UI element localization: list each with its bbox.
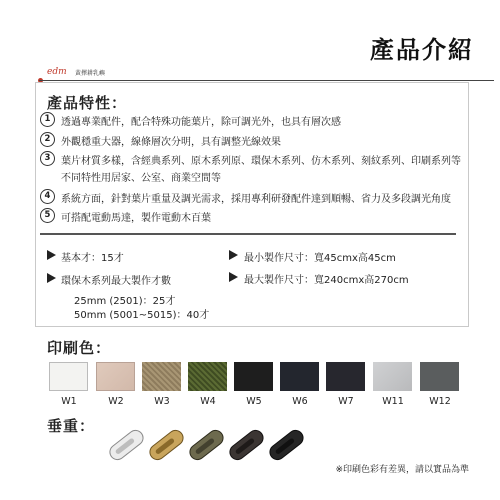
feature-text: 葉片材質多樣，含經典系列、原木系列原、環保木系列、仿木系列、刻紋系列、印刷系列等 (61, 156, 461, 167)
swatch-label-w6: W6 (292, 396, 308, 407)
spec-min-size: 最小製作尺寸：寬45cmx高45cm (244, 253, 396, 264)
color-swatch-w11 (373, 362, 412, 391)
weight-dark-brown (227, 427, 266, 462)
weight-black (267, 427, 306, 462)
bullet-triangle-icon (229, 272, 238, 282)
specs-divider (40, 233, 456, 235)
feature-number: 5 (40, 208, 55, 223)
feature-number: 4 (40, 189, 55, 204)
color-swatch-w12 (420, 362, 459, 391)
color-swatch-w6 (280, 362, 319, 391)
feature-text: 外觀穩重大器，線條層次分明，具有調整光線效果 (61, 137, 281, 148)
feature-number: 3 (40, 151, 55, 166)
color-swatch-w4 (188, 362, 227, 391)
page-title: 產品介紹 (370, 36, 474, 64)
spec-max-size: 最大製作尺寸：寬240cmx高270cm (244, 275, 409, 286)
swatch-label-w3: W3 (154, 396, 170, 407)
bottom-weights-image (100, 420, 310, 470)
feature-number: 1 (40, 112, 55, 127)
swatch-label-w11: W11 (382, 396, 404, 407)
bullet-triangle-icon (47, 273, 56, 283)
colors-heading: 印刷色： (47, 339, 112, 357)
spec-max-area-50mm: 50mm (5001~5015)：40才 (74, 310, 210, 321)
swatch-label-w5: W5 (246, 396, 262, 407)
spec-basic: 基本才：15才 (61, 253, 124, 264)
color-swatch-w3 (142, 362, 181, 391)
feature-text: 透過專業配件，配合特殊功能葉片，除可調光外，也具有層次感 (61, 117, 341, 128)
swatch-label-w4: W4 (200, 396, 216, 407)
spec-max-area: 環保木系列最大製作才數 (61, 276, 171, 287)
feature-text: 不同特性用居家、公室、商業空間等 (61, 173, 221, 184)
weight-white (107, 427, 146, 462)
swatch-label-w2: W2 (108, 396, 124, 407)
feature-text: 可搭配電動馬達，製作電動木百葉 (61, 213, 211, 224)
logo-mark: edm (47, 67, 67, 77)
spec-max-area-25mm: 25mm (2501)：25才 (74, 296, 176, 307)
swatch-label-w1: W1 (61, 396, 77, 407)
color-swatch-w7 (326, 362, 365, 391)
features-heading: 產品特性： (47, 94, 128, 112)
swatch-label-w12: W12 (429, 396, 451, 407)
weight-olive (187, 427, 226, 462)
color-swatch-w2 (96, 362, 135, 391)
top-rule (39, 80, 494, 81)
feature-text: 系統方面，針對葉片重量及調光需求，採用專利研發配件達到順暢、省力及多段調光角度 (61, 194, 451, 205)
weight-gold (147, 427, 186, 462)
feature-number: 2 (40, 132, 55, 147)
color-swatch-w5 (234, 362, 273, 391)
weights-heading: 垂重： (47, 417, 96, 435)
brand-logo (47, 67, 137, 79)
color-swatch-w1 (49, 362, 88, 391)
bullet-triangle-icon (229, 250, 238, 260)
logo-text: 黃擇耕乳嶼 (75, 70, 106, 77)
color-disclaimer-note: ※印刷色彩有差異，請以實品為準 (335, 465, 469, 475)
swatch-label-w7: W7 (338, 396, 354, 407)
bullet-triangle-icon (47, 250, 56, 260)
